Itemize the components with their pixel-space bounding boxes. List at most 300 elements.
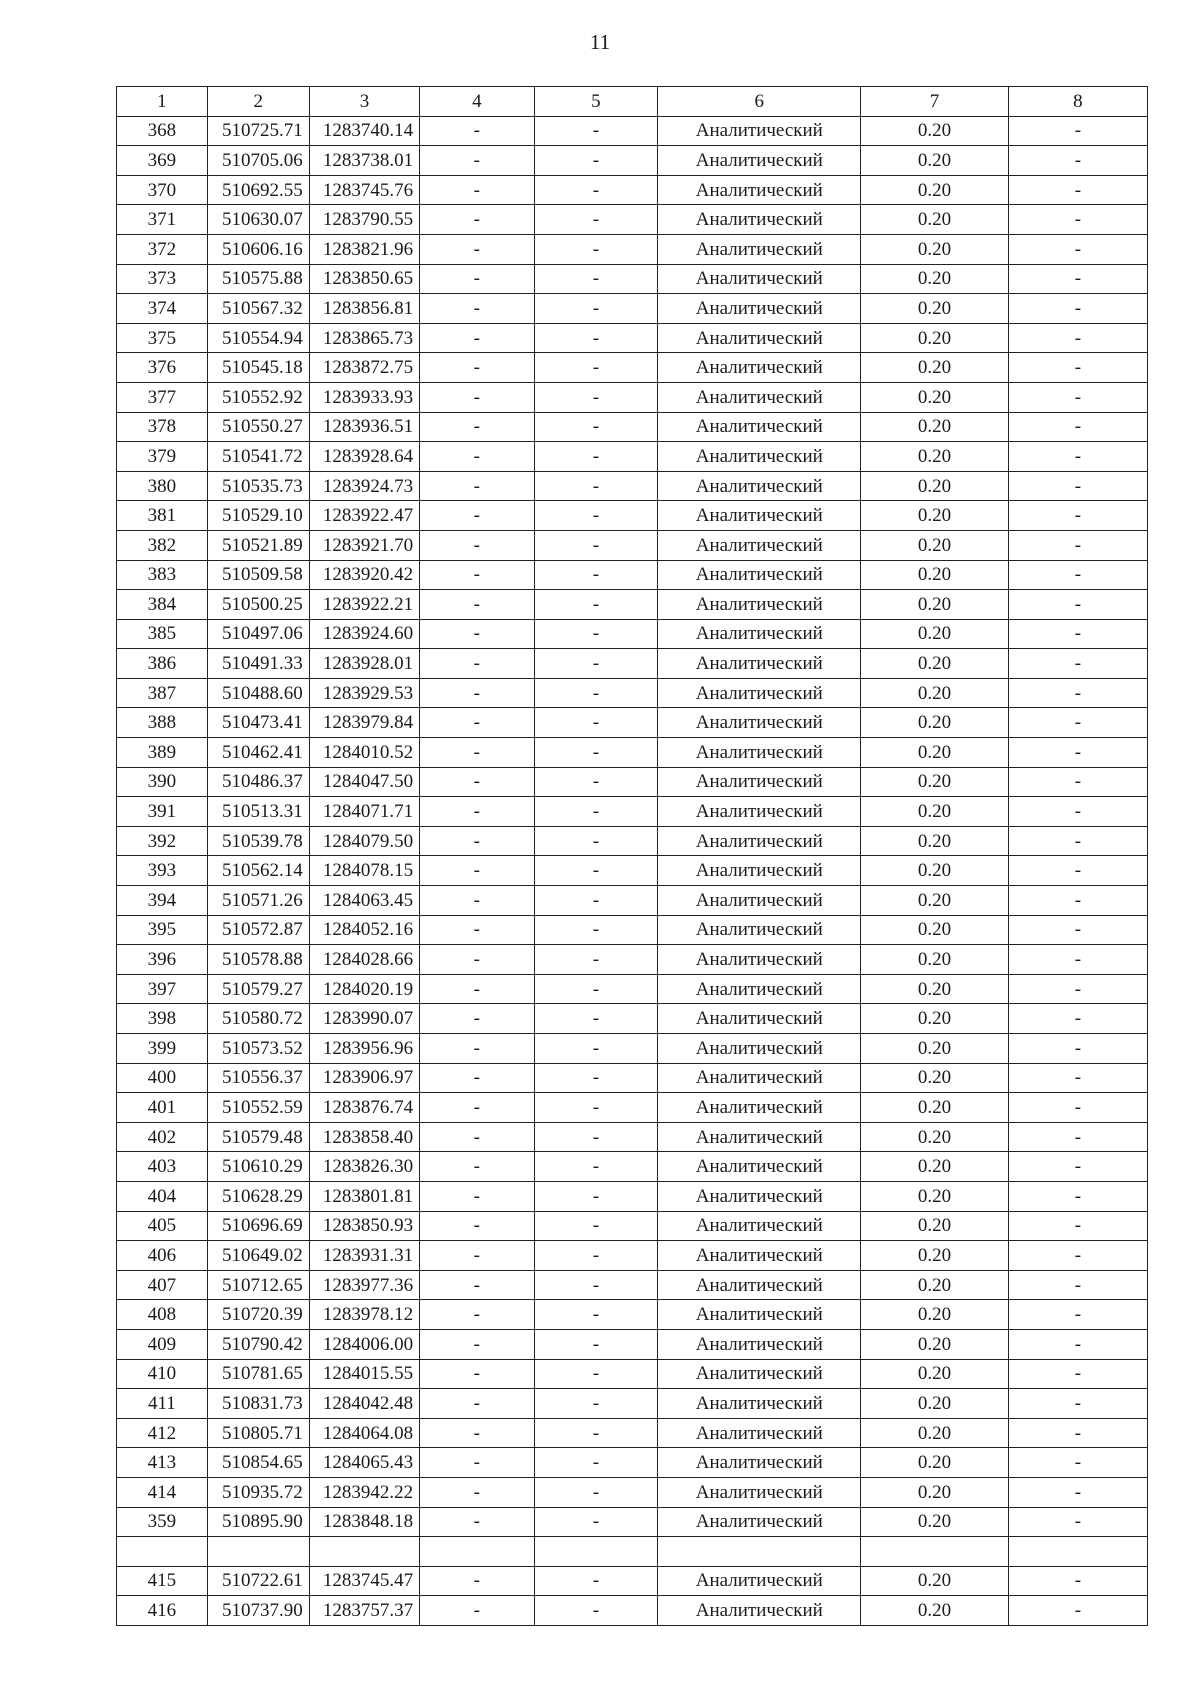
x-coordinate-cell: 510497.06 [207, 619, 309, 649]
y-coordinate-cell: 1283850.65 [309, 264, 419, 294]
column-5-cell: - [534, 886, 658, 916]
point-number-cell: 395 [117, 915, 208, 945]
column-5-cell: - [534, 856, 658, 886]
table-row [117, 1034, 1148, 1064]
method-cell: Аналитический [658, 797, 861, 827]
column-4-cell: - [420, 1270, 534, 1300]
column-8-cell: - [1008, 146, 1147, 176]
x-coordinate-cell: 510571.26 [207, 886, 309, 916]
column-5-cell: - [534, 1596, 658, 1626]
accuracy-cell: 0.20 [861, 797, 1008, 827]
column-4-cell: - [420, 264, 534, 294]
y-coordinate-cell: 1284063.45 [309, 886, 419, 916]
column-5-cell: - [534, 1448, 658, 1478]
method-cell: Аналитический [658, 1507, 861, 1537]
column-8-cell: - [1008, 826, 1147, 856]
method-cell: Аналитический [658, 116, 861, 146]
column-5-cell: - [534, 146, 658, 176]
column-4-cell [420, 1537, 534, 1567]
column-5-cell: - [534, 323, 658, 353]
x-coordinate-cell: 510781.65 [207, 1359, 309, 1389]
column-5-cell: - [534, 797, 658, 827]
point-number-cell: 397 [117, 974, 208, 1004]
table-row [117, 205, 1148, 235]
y-coordinate-cell: 1283826.30 [309, 1152, 419, 1182]
point-number-cell: 377 [117, 382, 208, 412]
y-coordinate-cell: 1283876.74 [309, 1093, 419, 1123]
y-coordinate-cell: 1283922.21 [309, 590, 419, 620]
column-8-cell: - [1008, 353, 1147, 383]
column-5-cell: - [534, 649, 658, 679]
y-coordinate-cell: 1283922.47 [309, 501, 419, 531]
table-row [117, 1300, 1148, 1330]
column-4-cell: - [420, 234, 534, 264]
column-8-cell: - [1008, 412, 1147, 442]
column-4-cell: - [420, 1181, 534, 1211]
x-coordinate-cell: 510696.69 [207, 1211, 309, 1241]
column-5-cell: - [534, 471, 658, 501]
x-coordinate-cell: 510712.65 [207, 1270, 309, 1300]
point-number-cell: 409 [117, 1329, 208, 1359]
column-5-cell: - [534, 678, 658, 708]
table-row [117, 471, 1148, 501]
accuracy-cell: 0.20 [861, 945, 1008, 975]
x-coordinate-cell: 510579.48 [207, 1122, 309, 1152]
accuracy-cell: 0.20 [861, 471, 1008, 501]
column-8-cell: - [1008, 945, 1147, 975]
column-8-cell: - [1008, 649, 1147, 679]
y-coordinate-cell: 1283942.22 [309, 1477, 419, 1507]
y-coordinate-cell: 1284015.55 [309, 1359, 419, 1389]
column-5-cell: - [534, 205, 658, 235]
column-4-cell: - [420, 501, 534, 531]
column-8-cell: - [1008, 1596, 1147, 1626]
column-4-cell: - [420, 1093, 534, 1123]
accuracy-cell: 0.20 [861, 738, 1008, 768]
column-4-cell: - [420, 1596, 534, 1626]
method-cell: Аналитический [658, 649, 861, 679]
point-number-cell: 369 [117, 146, 208, 176]
point-number-cell: 416 [117, 1596, 208, 1626]
column-8-cell: - [1008, 915, 1147, 945]
table-row [117, 1507, 1148, 1537]
table-row [117, 1389, 1148, 1419]
column-5-cell: - [534, 1034, 658, 1064]
method-cell: Аналитический [658, 412, 861, 442]
accuracy-cell: 0.20 [861, 708, 1008, 738]
column-8-cell: - [1008, 1507, 1147, 1537]
x-coordinate-cell: 510573.52 [207, 1034, 309, 1064]
accuracy-cell: 0.20 [861, 501, 1008, 531]
column-5-cell: - [534, 1329, 658, 1359]
x-coordinate-cell: 510539.78 [207, 826, 309, 856]
accuracy-cell: 0.20 [861, 1359, 1008, 1389]
x-coordinate-cell: 510513.31 [207, 797, 309, 827]
method-cell: Аналитический [658, 146, 861, 176]
y-coordinate-cell: 1283931.31 [309, 1241, 419, 1271]
point-number-cell: 415 [117, 1566, 208, 1596]
point-number-cell: 385 [117, 619, 208, 649]
table-row [117, 767, 1148, 797]
y-coordinate-cell: 1283978.12 [309, 1300, 419, 1330]
point-number-cell: 378 [117, 412, 208, 442]
column-4-cell: - [420, 886, 534, 916]
x-coordinate-cell: 510552.92 [207, 382, 309, 412]
accuracy-cell: 0.20 [861, 1063, 1008, 1093]
column-8-cell: - [1008, 1152, 1147, 1182]
x-coordinate-cell: 510491.33 [207, 649, 309, 679]
x-coordinate-cell: 510737.90 [207, 1596, 309, 1626]
table-row [117, 501, 1148, 531]
point-number-cell: 411 [117, 1389, 208, 1419]
x-coordinate-cell: 510692.55 [207, 175, 309, 205]
x-coordinate-cell [207, 1537, 309, 1567]
column-5-cell: - [534, 1389, 658, 1419]
column-5-cell: - [534, 738, 658, 768]
table-row [117, 1477, 1148, 1507]
x-coordinate-cell: 510529.10 [207, 501, 309, 531]
method-cell: Аналитический [658, 501, 861, 531]
accuracy-cell: 0.20 [861, 353, 1008, 383]
point-number-cell: 403 [117, 1152, 208, 1182]
column-5-cell: - [534, 116, 658, 146]
table-row [117, 1093, 1148, 1123]
y-coordinate-cell: 1284052.16 [309, 915, 419, 945]
point-number-cell: 381 [117, 501, 208, 531]
y-coordinate-cell: 1284064.08 [309, 1418, 419, 1448]
column-8-cell: - [1008, 501, 1147, 531]
column-8-cell: - [1008, 1241, 1147, 1271]
y-coordinate-cell: 1283924.60 [309, 619, 419, 649]
column-4-cell: - [420, 738, 534, 768]
accuracy-cell: 0.20 [861, 1152, 1008, 1182]
point-number-cell: 370 [117, 175, 208, 205]
table-row [117, 1211, 1148, 1241]
column-8-cell: - [1008, 1359, 1147, 1389]
x-coordinate-cell: 510488.60 [207, 678, 309, 708]
x-coordinate-cell: 510556.37 [207, 1063, 309, 1093]
method-cell: Аналитический [658, 915, 861, 945]
accuracy-cell: 0.20 [861, 1004, 1008, 1034]
column-5-cell: - [534, 560, 658, 590]
point-number-cell: 391 [117, 797, 208, 827]
point-number-cell: 400 [117, 1063, 208, 1093]
table-row [117, 560, 1148, 590]
method-cell: Аналитический [658, 886, 861, 916]
accuracy-cell: 0.20 [861, 1507, 1008, 1537]
x-coordinate-cell: 510572.87 [207, 915, 309, 945]
accuracy-cell: 0.20 [861, 234, 1008, 264]
column-8-cell: - [1008, 530, 1147, 560]
accuracy-cell: 0.20 [861, 1122, 1008, 1152]
accuracy-cell: 0.20 [861, 205, 1008, 235]
table-row [117, 530, 1148, 560]
y-coordinate-cell: 1283740.14 [309, 116, 419, 146]
x-coordinate-cell: 510790.42 [207, 1329, 309, 1359]
column-4-cell: - [420, 1477, 534, 1507]
table-row [117, 1241, 1148, 1271]
table-row [117, 1359, 1148, 1389]
column-header-8: 8 [1008, 87, 1147, 117]
point-number-cell: 399 [117, 1034, 208, 1064]
y-coordinate-cell: 1284047.50 [309, 767, 419, 797]
table-row [117, 649, 1148, 679]
y-coordinate-cell: 1283920.42 [309, 560, 419, 590]
point-number-cell: 405 [117, 1211, 208, 1241]
point-number-cell: 389 [117, 738, 208, 768]
column-4-cell: - [420, 826, 534, 856]
column-8-cell: - [1008, 205, 1147, 235]
table-row [117, 1270, 1148, 1300]
column-4-cell: - [420, 412, 534, 442]
y-coordinate-cell: 1283928.64 [309, 442, 419, 472]
x-coordinate-cell: 510606.16 [207, 234, 309, 264]
method-cell: Аналитический [658, 1181, 861, 1211]
method-cell: Аналитический [658, 619, 861, 649]
point-number-cell: 376 [117, 353, 208, 383]
x-coordinate-cell: 510578.88 [207, 945, 309, 975]
column-5-cell: - [534, 708, 658, 738]
x-coordinate-cell: 510552.59 [207, 1093, 309, 1123]
column-5-cell: - [534, 1004, 658, 1034]
accuracy-cell: 0.20 [861, 412, 1008, 442]
method-cell: Аналитический [658, 1004, 861, 1034]
accuracy-cell: 0.20 [861, 146, 1008, 176]
column-8-cell: - [1008, 1181, 1147, 1211]
table-row [117, 412, 1148, 442]
y-coordinate-cell: 1283790.55 [309, 205, 419, 235]
point-number-cell: 383 [117, 560, 208, 590]
y-coordinate-cell: 1283856.81 [309, 294, 419, 324]
table-row [117, 1004, 1148, 1034]
column-5-cell: - [534, 442, 658, 472]
point-number-cell: 379 [117, 442, 208, 472]
x-coordinate-cell: 510521.89 [207, 530, 309, 560]
column-8-cell: - [1008, 1566, 1147, 1596]
column-4-cell: - [420, 590, 534, 620]
column-header-5: 5 [534, 87, 658, 117]
column-8-cell: - [1008, 382, 1147, 412]
accuracy-cell: 0.20 [861, 856, 1008, 886]
column-8-cell: - [1008, 1063, 1147, 1093]
column-5-cell: - [534, 1359, 658, 1389]
column-4-cell: - [420, 530, 534, 560]
x-coordinate-cell: 510722.61 [207, 1566, 309, 1596]
method-cell: Аналитический [658, 442, 861, 472]
table-row [117, 826, 1148, 856]
x-coordinate-cell: 510545.18 [207, 353, 309, 383]
column-8-cell: - [1008, 1211, 1147, 1241]
column-4-cell: - [420, 767, 534, 797]
method-cell: Аналитический [658, 323, 861, 353]
method-cell: Аналитический [658, 767, 861, 797]
point-number-cell: 410 [117, 1359, 208, 1389]
accuracy-cell: 0.20 [861, 1093, 1008, 1123]
column-4-cell: - [420, 560, 534, 590]
table-row [117, 1596, 1148, 1626]
method-cell: Аналитический [658, 1211, 861, 1241]
column-8-cell: - [1008, 974, 1147, 1004]
y-coordinate-cell: 1284042.48 [309, 1389, 419, 1419]
point-number-cell: 390 [117, 767, 208, 797]
accuracy-cell: 0.20 [861, 886, 1008, 916]
column-4-cell: - [420, 175, 534, 205]
column-header-3: 3 [309, 87, 419, 117]
x-coordinate-cell: 510895.90 [207, 1507, 309, 1537]
column-5-cell: - [534, 619, 658, 649]
method-cell: Аналитический [658, 826, 861, 856]
table-row [117, 264, 1148, 294]
column-4-cell: - [420, 1122, 534, 1152]
accuracy-cell: 0.20 [861, 1596, 1008, 1626]
accuracy-cell: 0.20 [861, 116, 1008, 146]
column-4-cell: - [420, 1211, 534, 1241]
point-number-cell: 368 [117, 116, 208, 146]
column-8-cell: - [1008, 323, 1147, 353]
point-number-cell: 413 [117, 1448, 208, 1478]
y-coordinate-cell: 1283921.70 [309, 530, 419, 560]
y-coordinate-cell: 1283858.40 [309, 1122, 419, 1152]
x-coordinate-cell: 510509.58 [207, 560, 309, 590]
table-row [117, 915, 1148, 945]
column-8-cell: - [1008, 471, 1147, 501]
accuracy-cell: 0.20 [861, 323, 1008, 353]
y-coordinate-cell: 1283956.96 [309, 1034, 419, 1064]
method-cell: Аналитический [658, 205, 861, 235]
point-number-cell: 412 [117, 1418, 208, 1448]
point-number-cell: 373 [117, 264, 208, 294]
table-body [117, 116, 1148, 1625]
y-coordinate-cell: 1283929.53 [309, 678, 419, 708]
column-8-cell: - [1008, 1477, 1147, 1507]
point-number-cell: 392 [117, 826, 208, 856]
method-cell: Аналитический [658, 560, 861, 590]
column-8-cell: - [1008, 175, 1147, 205]
method-cell: Аналитический [658, 530, 861, 560]
column-8-cell: - [1008, 590, 1147, 620]
accuracy-cell: 0.20 [861, 678, 1008, 708]
accuracy-cell: 0.20 [861, 1241, 1008, 1271]
x-coordinate-cell: 510486.37 [207, 767, 309, 797]
column-4-cell: - [420, 294, 534, 324]
method-cell: Аналитический [658, 1063, 861, 1093]
y-coordinate-cell: 1283990.07 [309, 1004, 419, 1034]
point-number-cell: 396 [117, 945, 208, 975]
table-row [117, 1537, 1148, 1567]
point-number-cell: 372 [117, 234, 208, 264]
table-row [117, 856, 1148, 886]
point-number-cell: 380 [117, 471, 208, 501]
accuracy-cell: 0.20 [861, 560, 1008, 590]
column-8-cell: - [1008, 767, 1147, 797]
column-8-cell: - [1008, 264, 1147, 294]
column-4-cell: - [420, 915, 534, 945]
accuracy-cell: 0.20 [861, 1329, 1008, 1359]
table-row [117, 146, 1148, 176]
x-coordinate-cell: 510462.41 [207, 738, 309, 768]
accuracy-cell: 0.20 [861, 974, 1008, 1004]
accuracy-cell: 0.20 [861, 382, 1008, 412]
column-4-cell: - [420, 1507, 534, 1537]
accuracy-cell: 0.20 [861, 590, 1008, 620]
table-row [117, 1063, 1148, 1093]
column-4-cell: - [420, 146, 534, 176]
x-coordinate-cell: 510535.73 [207, 471, 309, 501]
table-row [117, 116, 1148, 146]
table-header-row [117, 87, 1148, 117]
column-8-cell: - [1008, 116, 1147, 146]
point-number-cell: 371 [117, 205, 208, 235]
column-8-cell: - [1008, 1329, 1147, 1359]
method-cell [658, 1537, 861, 1567]
column-8-cell: - [1008, 1034, 1147, 1064]
column-4-cell: - [420, 974, 534, 1004]
y-coordinate-cell: 1283928.01 [309, 649, 419, 679]
column-4-cell: - [420, 1152, 534, 1182]
coordinates-table [116, 86, 1148, 1626]
table-row [117, 678, 1148, 708]
column-5-cell: - [534, 1122, 658, 1152]
column-4-cell: - [420, 1300, 534, 1330]
y-coordinate-cell: 1284065.43 [309, 1448, 419, 1478]
accuracy-cell: 0.20 [861, 1477, 1008, 1507]
column-4-cell: - [420, 1241, 534, 1271]
point-number-cell: 398 [117, 1004, 208, 1034]
column-4-cell: - [420, 945, 534, 975]
point-number-cell: 386 [117, 649, 208, 679]
column-5-cell: - [534, 1093, 658, 1123]
point-number-cell: 402 [117, 1122, 208, 1152]
column-header-4: 4 [420, 87, 534, 117]
column-8-cell: - [1008, 708, 1147, 738]
column-4-cell: - [420, 471, 534, 501]
column-5-cell: - [534, 1477, 658, 1507]
x-coordinate-cell: 510575.88 [207, 264, 309, 294]
method-cell: Аналитический [658, 1300, 861, 1330]
x-coordinate-cell: 510610.29 [207, 1152, 309, 1182]
point-number-cell: 382 [117, 530, 208, 560]
column-5-cell: - [534, 915, 658, 945]
method-cell: Аналитический [658, 708, 861, 738]
column-8-cell: - [1008, 678, 1147, 708]
accuracy-cell: 0.20 [861, 1211, 1008, 1241]
y-coordinate-cell: 1284020.19 [309, 974, 419, 1004]
point-number-cell: 393 [117, 856, 208, 886]
column-5-cell: - [534, 590, 658, 620]
point-number-cell: 384 [117, 590, 208, 620]
column-4-cell: - [420, 382, 534, 412]
column-4-cell: - [420, 1329, 534, 1359]
method-cell: Аналитический [658, 1448, 861, 1478]
accuracy-cell: 0.20 [861, 1270, 1008, 1300]
method-cell: Аналитический [658, 738, 861, 768]
accuracy-cell: 0.20 [861, 619, 1008, 649]
y-coordinate-cell: 1283977.36 [309, 1270, 419, 1300]
table-row [117, 590, 1148, 620]
accuracy-cell: 0.20 [861, 1418, 1008, 1448]
y-coordinate-cell: 1283865.73 [309, 323, 419, 353]
y-coordinate-cell: 1283757.37 [309, 1596, 419, 1626]
table-row [117, 1448, 1148, 1478]
column-8-cell: - [1008, 1300, 1147, 1330]
column-5-cell: - [534, 974, 658, 1004]
table-row [117, 442, 1148, 472]
column-header-1: 1 [117, 87, 208, 117]
x-coordinate-cell: 510562.14 [207, 856, 309, 886]
column-5-cell: - [534, 501, 658, 531]
table-row [117, 974, 1148, 1004]
method-cell: Аналитический [658, 294, 861, 324]
